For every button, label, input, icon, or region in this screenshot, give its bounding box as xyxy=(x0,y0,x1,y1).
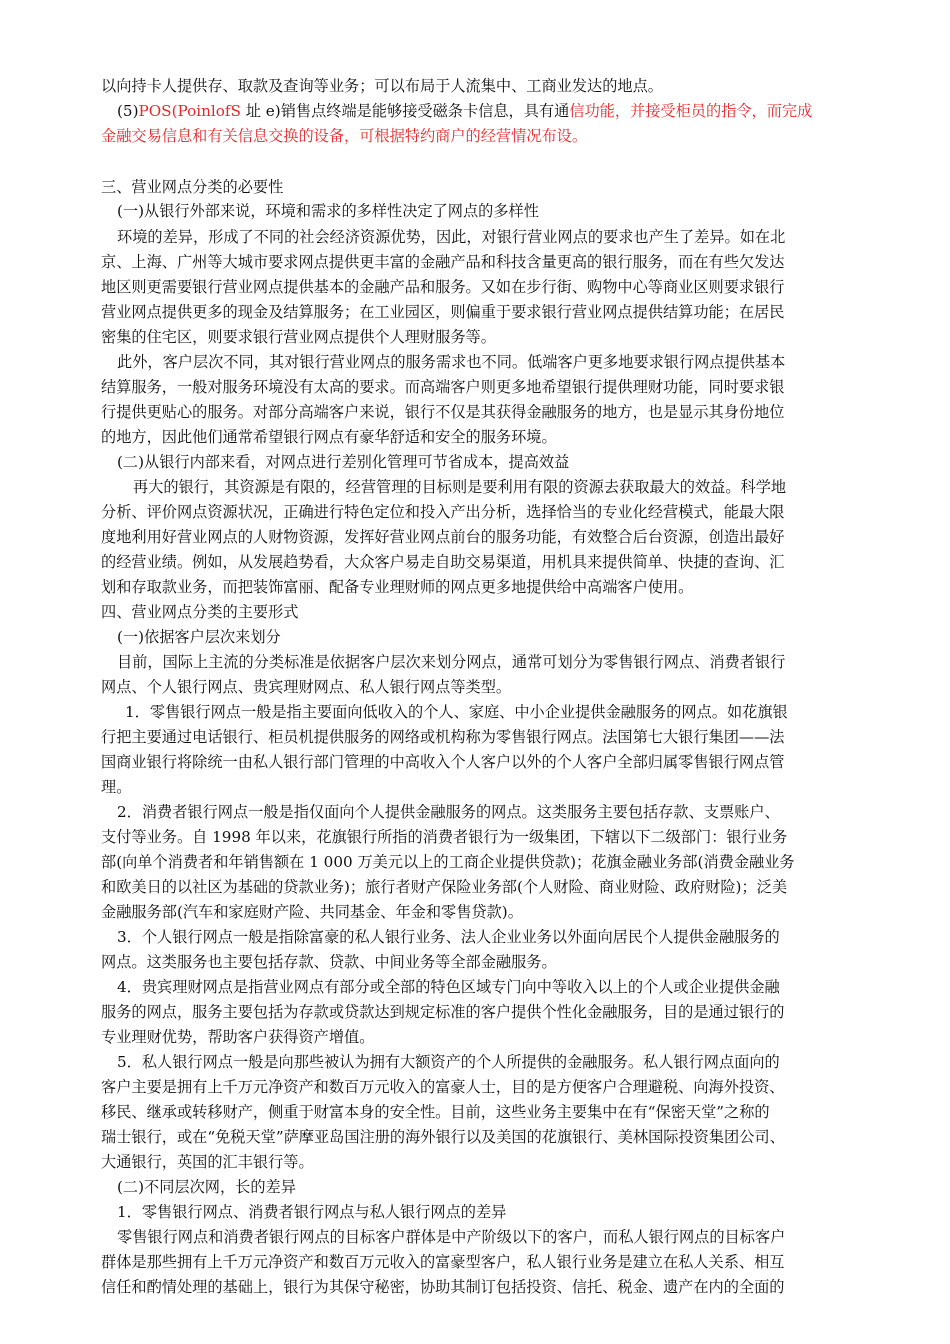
text-line: 移民、继承或转移财产，侧重于财富本身的安全性。目前，这些业务主要集中在有“保密天堂”之称的 xyxy=(101,1103,770,1121)
text-line-pos xyxy=(117,101,812,121)
text-line: 网点。这类服务也主要包括存款、贷款、中间业务等全部金融服务。 xyxy=(101,953,557,971)
text-line: 环境的差异，形成了不同的社会经济资源优势，因此，对银行营业网点的要求也产生了差异。如在北 xyxy=(117,228,786,246)
text-line: 国商业银行将除统一由私人银行部门管理的中高收入个人客户以外的个人客户全部归属零售银行网点管 xyxy=(101,753,785,771)
text-line: 划和存取款业务，而把装饰富丽、配备专业理财师的网点更多地提供给中高端客户使用。 xyxy=(101,578,694,596)
text-line: 此外，客户层次不同，其对银行营业网点的服务需求也不同。低端客户更多地要求银行网点提供基本 xyxy=(117,353,786,371)
text-line: 信任和酌情处理的基础上，银行为其保守秘密，协助其制订包括投资、信托、税金、遗产在内的全面的 xyxy=(101,1278,785,1296)
text-line: 3．个人银行网点一般是指除富豪的私人银行业务、法人企业业务以外面向居民个人提供金融服务的 xyxy=(117,928,780,946)
text-line: 金融服务部(汽车和家庭财产险、共同基金、年金和零售贷款)。 xyxy=(101,903,523,921)
text-line: 密集的住宅区，则要求银行营业网点提供个人理财服务等。 xyxy=(101,328,496,346)
text-line: 1．零售银行网点、消费者银行网点与私人银行网点的差异 xyxy=(117,1203,507,1221)
text-line: 瑞士银行，或在“免税天堂”萨摩亚岛国注册的海外银行以及美国的花旗银行、美林国际投资集团公司、 xyxy=(101,1128,785,1146)
text-line: 理。 xyxy=(101,778,132,796)
text-line: 群体是那些拥有上千万元净资产和数百万元收入的富豪型客户，私人银行业务是建立在私人关系、相互 xyxy=(101,1253,785,1271)
text-line: 地区则更需要银行营业网点提供基本的金融产品和服务。又如在步行街、购物中心等商业区则要求银行 xyxy=(101,278,785,296)
text-line: 4．贵宾理财网点是指营业网点有部分或全部的特色区域专门向中等收入以上的个人或企业提供金融 xyxy=(117,978,780,996)
text-line: 结算服务，一般对服务环境没有太高的要求。而高端客户则更多地希望银行提供理财功能，同时要求银 xyxy=(101,378,785,396)
subsection-heading: (二)不同层次网，长的差异 xyxy=(117,1178,296,1196)
subsection-heading: (一)依据客户层次来划分 xyxy=(117,628,281,646)
text-line: 部(向单个消费者和年销售额在 1 000 万美元以上的工商企业提供贷款)；花旗金融业务部(消费金融业务 xyxy=(101,853,795,871)
section-heading: 四、营业网点分类的主要形式 xyxy=(101,603,299,621)
text-line: 网点、个人银行网点、贵宾理财网点、私人银行网点等类型。 xyxy=(101,678,512,696)
text-line: 客户主要是拥有上千万元净资产和数百万元收入的富豪人士，目的是方便客户合理避税、向海外投资、 xyxy=(101,1078,785,1096)
text-line: 分析、评价网点资源状况，正确进行特色定位和投入产出分析，选择恰当的专业化经营模式，能最大限 xyxy=(101,503,785,521)
subsection-heading: (二)从银行内部来看，对网点进行差别化管理可节省成本，提高效益 xyxy=(117,453,570,471)
subsection-heading: (一)从银行外部来说，环境和需求的多样性决定了网点的多样性 xyxy=(117,202,539,220)
text-span-red: 信功能，并接受柜员的指令，而完成 xyxy=(569,102,813,120)
text-line: 度地利用好营业网点的人财物资源，发挥好营业网点前台的服务功能，有效整合后台资源，创造出最好 xyxy=(101,528,785,546)
text-span: (5) xyxy=(117,102,139,120)
text-line: 的经营业绩。例如，从发展趋势看，大众客户易走自助交易渠道，用机具来提供简单、快捷的查询、汇 xyxy=(101,553,785,571)
text-line: 2．消费者银行网点一般是指仅面向个人提供金融服务的网点。这类服务主要包括存款、支票账户、 xyxy=(117,803,780,821)
text-line: 支付等业务。自 1998 年以来，花旗银行所指的消费者银行为一级集团，下辖以下二级部门：银行业务 xyxy=(101,828,788,846)
text-span-red: POS(PoinlofS xyxy=(138,102,241,120)
text-line: 行提供更贴心的服务。对部分高端客户来说，银行不仅是其获得金融服务的地方，也是显示其身份地位 xyxy=(101,403,785,421)
text-line: 目前，国际上主流的分类标准是依据客户层次来划分网点，通常可划分为零售银行网点、消费者银行 xyxy=(117,653,786,671)
text-line: 和欧美日的以社区为基础的贷款业务)；旅行者财产保险业务部(个人财险、商业财险、政府财险)；泛美 xyxy=(101,878,788,896)
text-line: 的地方，因此他们通常希望银行网点有豪华舒适和安全的服务环境。 xyxy=(101,428,557,446)
section-heading: 三、营业网点分类的必要性 xyxy=(101,178,284,196)
text-line: 京、上海、广州等大城市要求网点提供更丰富的金融产品和科技含量更高的银行服务，而在有些欠发达 xyxy=(101,253,785,271)
text-line: 营业网点提供更多的现金及结算服务；在工业园区，则偏重于要求银行营业网点提供结算功能；在居民 xyxy=(101,303,785,321)
text-line: 以向持卡人提供存、取款及查询等业务；可以布局于人流集中、工商业发达的地点。 xyxy=(101,77,663,95)
text-line: 再大的银行，其资源是有限的，经营管理的目标则是要利用有限的资源去获取最大的效益。科学地 xyxy=(133,478,787,496)
text-line: 专业理财优势，帮助客户获得资产增值。 xyxy=(101,1028,375,1046)
text-line: 1．零售银行网点一般是指主要面向低收入的个人、家庭、中小企业提供金融服务的网点。如花旗银 xyxy=(125,703,788,721)
text-line-red: 金融交易信息和有关信息交换的设备，可根据特约商户的经营情况布设。 xyxy=(101,127,587,145)
text-span: 址 e)销售点终端是能够接受磁条卡信息，具有通 xyxy=(240,102,570,120)
text-line: 服务的网点，服务主要包括为存款或贷款达到规定标准的客户提供个性化金融服务，目的是通过银行的 xyxy=(101,1003,785,1021)
text-line: 5．私人银行网点一般是向那些被认为拥有大额资产的个人所提供的金融服务。私人银行网点面向的 xyxy=(117,1053,780,1071)
text-line: 行把主要通过电话银行、柜员机提供服务的网络或机构称为零售银行网点。法国第七大银行集团——法 xyxy=(101,728,785,746)
text-line: 零售银行网点和消费者银行网点的目标客户群体是中产阶级以下的客户，而私人银行网点的目标客户 xyxy=(117,1228,786,1246)
text-line: 大通银行，英国的汇丰银行等。 xyxy=(101,1153,314,1171)
